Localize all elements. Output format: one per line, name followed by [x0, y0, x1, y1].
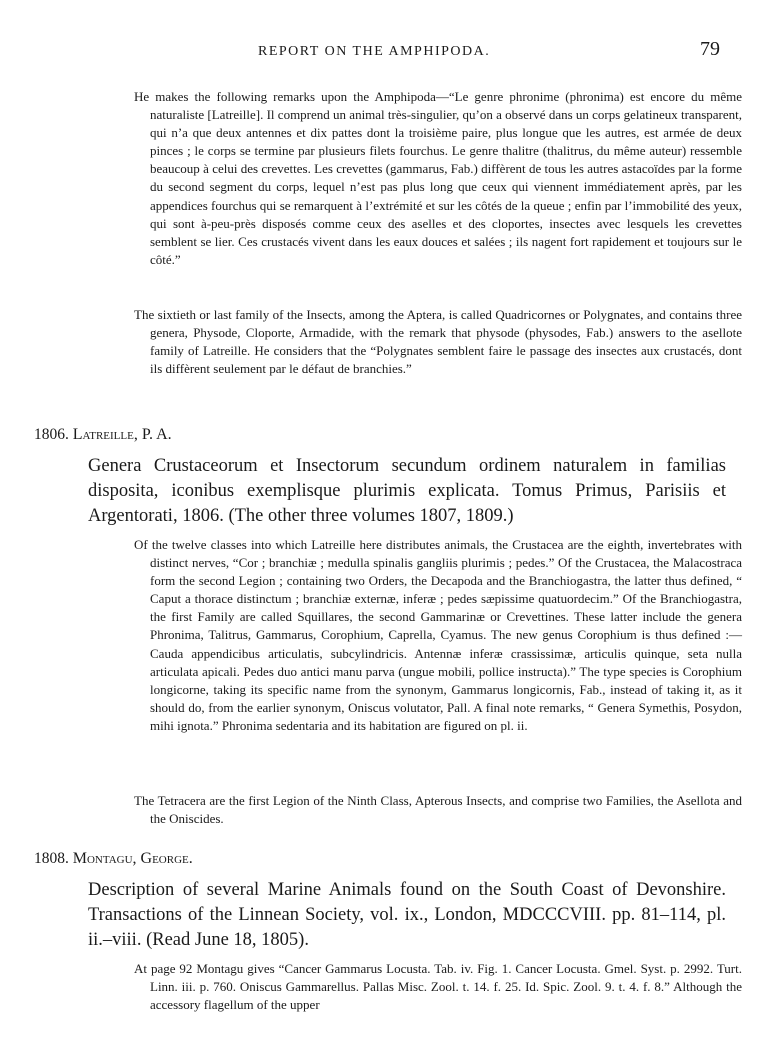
page-number: 79 [700, 38, 720, 60]
entry-author: Montagu, George. [72, 850, 193, 867]
entry-paragraph: The Tetracera are the first Legion of the Ninth Class, Apterous Insects, and comprise two Families, the Asellota and the Oniscides. [134, 793, 742, 827]
entry-title: Genera Crustaceorum et Insectorum secundum ordinem naturalem in familias disposita, iconibus exemplisque plurimis explicata. Tomus Primus, Parisiis et Argentorati, 1806. (The other three volumes 1807, 1809.) [88, 456, 726, 526]
intro-paragraph-1: He makes the following remarks upon the Amphipoda—“Le genre phronime (phronima) est encore du même naturaliste [Latreille]. Il comprend un animal très-singulier, qu’on a observé dans un corps gelatineux transparent, qui n’a que deux antennes et dix pattes dont la troisième paire, plus longue que les autres, est armée de deux pinces ; le corps se termine par plusieurs filets fourchus. Le genre thalitre (thalitrus, du même auteur) ressemble beaucoup à celui des crevettes. Les crevettes (gammarus, Fab.) diffèrent de tous les autres astacoïdes par la forme du second segment du corps, lequel n’est pas plus long que ceux qui viennent immédiatement après, par les appendices fourchus qui se remarquent à l’extrémité et sur les côtés de la queue ; enfin par l’immobilité des yeux, qui sont à-peu-près disposés comme ceux des aselles et des cloportes, insectes avec lesquels les crevettes semblent se lier. Ces crustacés vivent dans les eaux douces et salées ; ils nagent fort rapidement et toujours sur le côté.” [134, 89, 742, 267]
entry-paragraph: At page 92 Montagu gives “Cancer Gammarus Locusta. Tab. iv. Fig. 1. Cancer Locusta. Gmel. Syst. p. 2992. Turt. Linn. iii. p. 760. Oniscus Gammarellus. Pallas Misc. Zool. t. 14. f. 25. Id. Spic. Zool. 9. t. 4. f. 8.” Although the accessory flagellum of the upper [134, 961, 742, 1013]
intro-paragraph-2: The sixtieth or last family of the Insects, among the Aptera, is called Quadricornes or Polygnates, and contains three genera, Physode, Cloporte, Armadide, with the remark that physode (physodes, Fab.) answers to the asellote family of Latreille. He considers that the “Polygnates semblent faire le passage des insectes aux crustacés, dont ils diffèrent seulement par le défaut de branchies.” [134, 307, 742, 377]
running-title: REPORT ON THE AMPHIPODA. [258, 44, 491, 59]
entry-title: Description of several Marine Animals found on the South Coast of Devonshire. Transactions of the Linnean Society, vol. ix., London, MDCCCVIII. pp. 81–114, pl. ii.–viii. (Read June 18, 1805). [88, 880, 726, 950]
entry-author: Latreille, P. A. [72, 426, 172, 443]
entry-paragraph: Of the twelve classes into which Latreille here distributes animals, the Crustacea are the eighth, invertebrates with distinct nerves, “Cor ; branchiæ ; medulla spinalis gangliis plurimis ; pedes.” Of the Crustacea, the Malacostraca form the second Legion ; containing two Orders, the Decapoda and the Branchiogastra, the latter thus defined, “ Caput a thorace distinctum ; branchiæ externæ, inferæ ; pedes sæpissime quatuordecim.” Of the Branchiogastra, the first Family are called Squillares, the second Gammarinæ or Crevettines. These latter include the genera Phronima, Talitrus, Gammarus, Corophium, Caprella, Cyamus. The new genus Corophium is thus defined :—Cauda appendicibus articulatis, subcylindricis. Antennæ inferæ crassissimæ, articulis quinque, seta nulla articulata apicali. Pedes duo antici manu parva (ungue mobili, pollice instructa).” The type species is Corophium longicorne, taking its specific name from the synonym, Gammarus longicornis, Fab., instead of taking it, as it should do, from the earlier synonym, Oniscus volutator, Pall. A final note remarks, “ Genera Symethis, Posydon, mihi ignota.” Phronima sedentaria and its habitation are figured on pl. ii. [134, 537, 742, 733]
entry-year: 1808. [34, 850, 69, 867]
entry-heading [34, 426, 634, 444]
entry-year: 1806. [34, 426, 69, 443]
entry-heading [34, 850, 634, 868]
